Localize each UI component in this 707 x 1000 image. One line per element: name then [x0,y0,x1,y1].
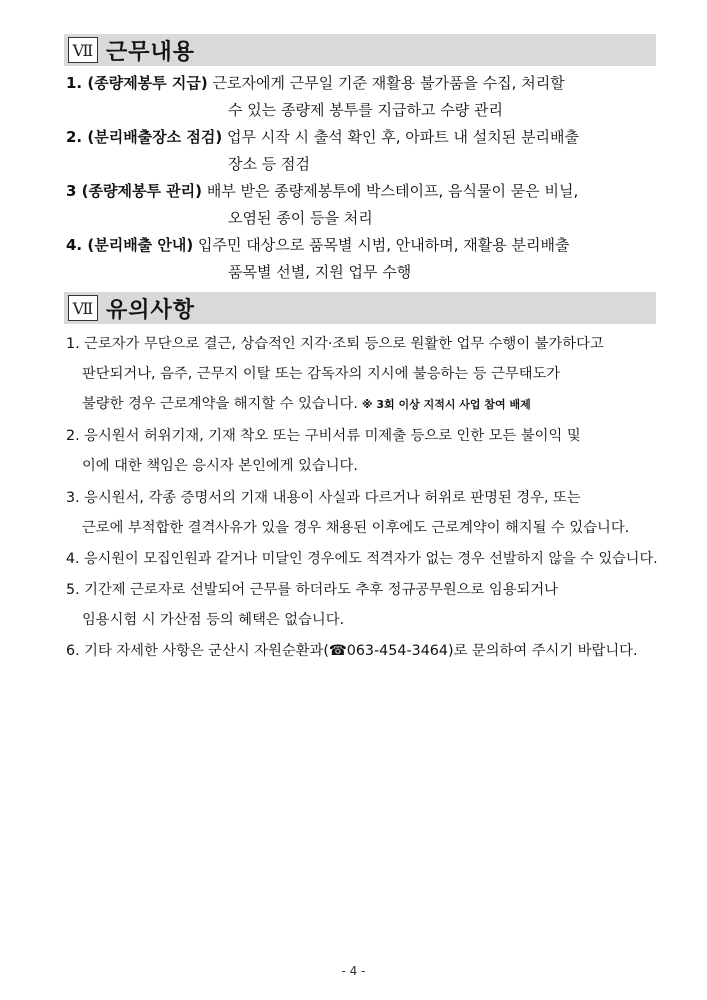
duty-label: 2. (분리배출장소 점검) [66,128,223,146]
note-text-cont: 근로에 부적합한 결격사유가 있을 경우 채용된 이후에도 근로계약이 해지될 수 있습니다. [82,520,630,536]
note-text-cont: 판단되거나, 음주, 근무지 이탈 또는 감독자의 지시에 불응하는 등 근무태도가 [82,366,561,382]
duty-item [66,232,662,286]
note-text: 1. 근로자가 무단으로 결근, 상습적인 지각·조퇴 등으로 원활한 업무 수행이 불가하다고 [66,336,604,352]
note-text: 6. 기타 자세한 사항은 군산시 자원순환과(☎063-454-3464)로 문의하여 주시기 바랍니다. [66,643,638,659]
duty-text-cont: 오염된 종이 등을 처리 [228,209,373,227]
duty-text: 근로자에게 근무일 기준 재활용 불가품을 수집, 처리할 [212,74,565,92]
note-text: 4. 응시원이 모집인원과 같거나 미달인 경우에도 적격자가 없는 경우 선발하지 않을 수 있습니다. [66,551,658,567]
page-number: - 4 - [341,964,366,978]
section-header-duties [64,34,656,66]
note-item [66,421,666,481]
duty-item [66,70,662,124]
section-number-box: Ⅶ [68,295,98,321]
duty-item [66,124,662,178]
duty-text: 업무 시작 시 출석 확인 후, 아파트 내 설치된 분리배출 [227,128,579,146]
duty-text-cont: 수 있는 종량제 봉투를 지급하고 수량 관리 [228,101,503,119]
note-item [66,636,666,666]
note-item [66,575,666,635]
duty-label: 4. (분리배출 안내) [66,236,194,254]
note-remark: ※ 3회 이상 지적시 사업 참여 배제 [361,398,531,411]
section-number-box: Ⅶ [68,37,98,63]
section-header-notes [64,292,656,324]
duty-text-cont: 장소 등 점검 [228,155,310,173]
note-text-cont: 이에 대한 책임은 응시자 본인에게 있습니다. [82,458,358,474]
duty-label: 1. (종량제봉투 지급) [66,74,208,92]
section-title: 유의사항 [106,297,196,323]
duty-text: 입주민 대상으로 품목별 시범, 안내하며, 재활용 분리배출 [198,236,570,254]
note-text-cont: 임용시험 시 가산점 등의 혜택은 없습니다. [82,612,345,628]
note-text: 2. 응시원서 허위기재, 기재 착오 또는 구비서류 미제출 등으로 인한 모든 불이익 및 [66,428,581,444]
note-item [66,544,666,574]
note-text-cont: 불량한 경우 근로계약을 해지할 수 있습니다. [82,396,358,412]
duty-item [66,178,662,232]
duty-text: 배부 받은 종량제봉투에 박스테이프, 음식물이 묻은 비닐, [206,182,579,200]
duty-text-cont: 품목별 선별, 지원 업무 수행 [228,263,412,281]
note-item [66,329,666,420]
note-text: 5. 기간제 근로자로 선발되어 근무를 하더라도 추후 정규공무원으로 임용되거나 [66,582,558,598]
note-text: 3. 응시원서, 각종 증명서의 기재 내용이 사실과 다르거나 허위로 판명된 경우, 또는 [66,490,581,506]
note-item [66,483,666,543]
section-title: 근무내용 [106,39,196,65]
duty-label: 3 (종량제봉투 관리) [66,182,203,200]
